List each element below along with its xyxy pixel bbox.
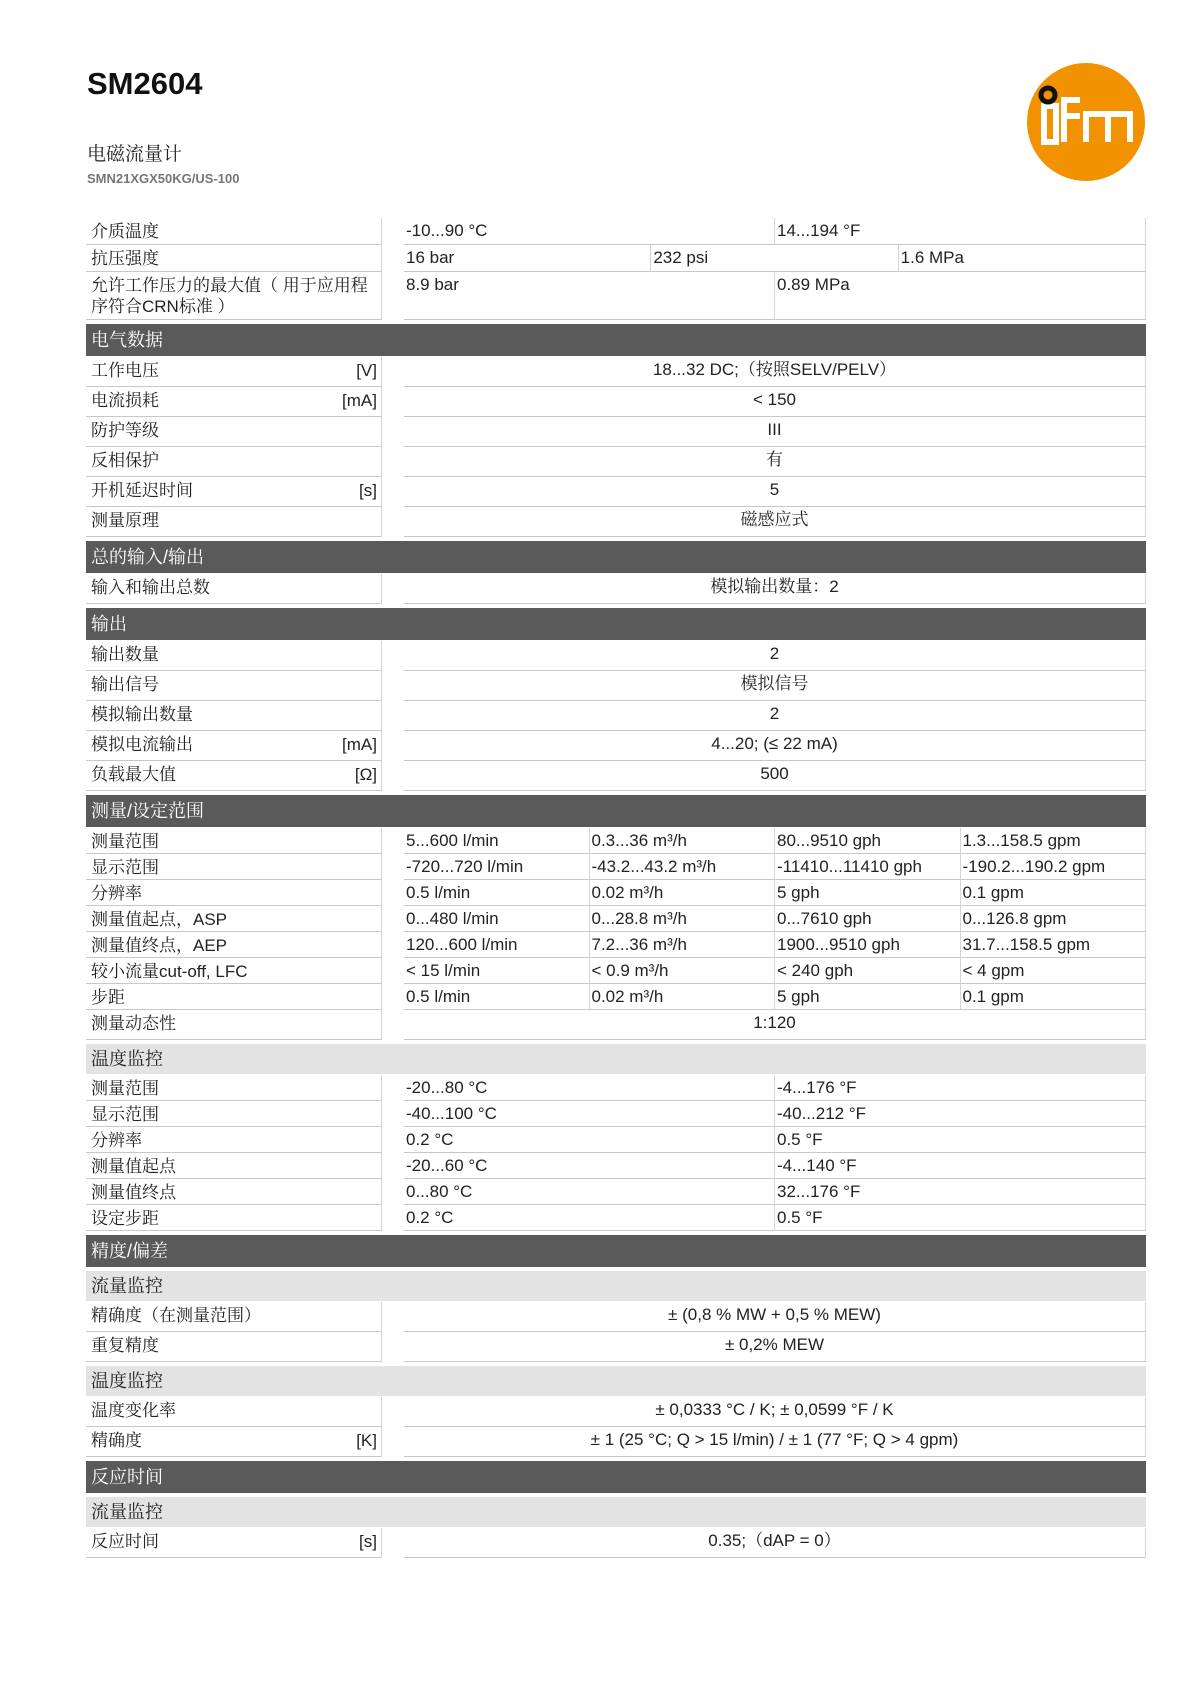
product-type: 电磁流量计 <box>87 144 183 165</box>
spec-row <box>86 477 1146 507</box>
spec-value: 232 psi <box>651 245 898 272</box>
spec-label-cell <box>86 1302 382 1332</box>
spec-unit: [mA] <box>342 391 377 410</box>
spec-label-cell <box>86 574 382 604</box>
spec-unit: [K] <box>356 1431 377 1450</box>
spec-label-cell <box>86 958 382 984</box>
spec-value: 0.2 °C <box>404 1127 775 1153</box>
spec-label-cell <box>86 272 382 320</box>
spec-label-cell <box>86 245 382 272</box>
spec-label: 精确度（在测量范围） <box>91 1306 261 1325</box>
spec-value: ± 1 (25 °C; Q > 15 l/min) / ± 1 (77 °F; Q > 4 gpm) <box>404 1427 1146 1457</box>
spec-values <box>404 932 1146 958</box>
spec-label: 测量值终点，AEP <box>91 936 228 955</box>
spec-unit: [s] <box>359 481 377 500</box>
spec-row <box>86 906 1146 932</box>
spec-row <box>86 731 1146 761</box>
spec-value: -11410...11410 gph <box>775 854 961 880</box>
spec-label: 输出信号 <box>91 675 159 694</box>
spec-label-cell <box>86 417 382 447</box>
spec-label: 输入和输出总数 <box>91 578 210 597</box>
spec-value: ± 0,0333 °C / K; ± 0,0599 °F / K <box>404 1397 1146 1427</box>
spec-row <box>86 447 1146 477</box>
spec-values <box>404 761 1146 791</box>
spec-values <box>404 417 1146 447</box>
spec-value: -720...720 l/min <box>404 854 590 880</box>
spec-value: < 240 gph <box>775 958 961 984</box>
spec-label-cell <box>86 1427 382 1457</box>
spec-row <box>86 671 1146 701</box>
spec-value: < 4 gpm <box>961 958 1147 984</box>
spec-label: 较小流量cut-off, LFC <box>91 962 248 981</box>
subsection-header: 温度监控 <box>86 1366 1146 1396</box>
spec-values <box>404 1101 1146 1127</box>
spec-unit: [s] <box>359 1532 377 1551</box>
spec-row <box>86 417 1146 447</box>
spec-label-cell <box>86 1101 382 1127</box>
spec-value: 32...176 °F <box>775 1179 1146 1205</box>
spec-value: -10...90 °C <box>404 218 775 245</box>
spec-label-cell <box>86 1127 382 1153</box>
spec-value: 0.35;（dAP = 0） <box>404 1528 1146 1558</box>
spec-values <box>404 1397 1146 1427</box>
spec-label-cell <box>86 984 382 1010</box>
spec-value: < 150 <box>404 387 1146 417</box>
spec-label: 设定步距 <box>91 1209 159 1228</box>
spec-label-cell <box>86 731 382 761</box>
spec-values <box>404 272 1146 320</box>
section-header: 测量/设定范围 <box>86 795 1146 827</box>
spec-value: 120...600 l/min <box>404 932 590 958</box>
spec-values <box>404 357 1146 387</box>
spec-value: 0.5 l/min <box>404 984 590 1010</box>
spec-label-cell <box>86 1179 382 1205</box>
spec-label: 显示范围 <box>91 1105 159 1124</box>
spec-unit: [mA] <box>342 735 377 754</box>
spec-value: 0...7610 gph <box>775 906 961 932</box>
spec-value: 0.02 m³/h <box>590 984 776 1010</box>
spec-label: 抗压强度 <box>91 249 159 268</box>
spec-label-cell <box>86 447 382 477</box>
spec-value: ± 0,2% MEW <box>404 1332 1146 1362</box>
spec-row <box>86 387 1146 417</box>
spec-row <box>86 1127 1146 1153</box>
spec-row <box>86 218 1146 245</box>
spec-row <box>86 761 1146 791</box>
spec-label-cell <box>86 880 382 906</box>
spec-values <box>404 1075 1146 1101</box>
spec-label: 分辨率 <box>91 1131 142 1150</box>
spec-values <box>404 906 1146 932</box>
spec-label: 测量原理 <box>91 511 159 530</box>
spec-value: 0.1 gpm <box>961 880 1147 906</box>
spec-label-cell <box>86 1010 382 1040</box>
spec-label: 分辨率 <box>91 884 142 903</box>
spec-values <box>404 1332 1146 1362</box>
spec-values <box>404 854 1146 880</box>
spec-label: 开机延迟时间 <box>91 481 193 500</box>
spec-row <box>86 880 1146 906</box>
spec-label: 测量值起点，ASP <box>91 910 228 929</box>
spec-label: 测量范围 <box>91 832 159 851</box>
spec-label: 模拟电流输出 <box>91 735 193 754</box>
spec-label-cell <box>86 906 382 932</box>
spec-label-cell <box>86 671 382 701</box>
spec-label: 测量值起点 <box>91 1157 176 1176</box>
spec-value: 0...126.8 gpm <box>961 906 1147 932</box>
spec-value: -40...212 °F <box>775 1101 1146 1127</box>
article-number: SMN21XGX50KG/US-100 <box>87 171 240 186</box>
spec-row <box>86 1332 1146 1362</box>
spec-row <box>86 1302 1146 1332</box>
spec-values <box>404 641 1146 671</box>
spec-row <box>86 854 1146 880</box>
spec-values <box>404 1427 1146 1457</box>
spec-value: -20...60 °C <box>404 1153 775 1179</box>
spec-values <box>404 1528 1146 1558</box>
spec-values <box>404 477 1146 507</box>
spec-row <box>86 507 1146 537</box>
spec-label-cell <box>86 854 382 880</box>
logo-dot <box>1041 88 1055 102</box>
spec-label-cell <box>86 641 382 671</box>
spec-value: 7.2...36 m³/h <box>590 932 776 958</box>
spec-label: 测量动态性 <box>91 1014 176 1033</box>
spec-value: 5 <box>404 477 1146 507</box>
product-code: SM2604 <box>87 66 203 101</box>
spec-value: 0...480 l/min <box>404 906 590 932</box>
spec-row <box>86 1397 1146 1427</box>
spec-values <box>404 701 1146 731</box>
spec-values <box>404 1302 1146 1332</box>
spec-value: 0.89 MPa <box>775 272 1146 320</box>
spec-label-cell <box>86 1332 382 1362</box>
spec-value: 2 <box>404 641 1146 671</box>
spec-values <box>404 984 1146 1010</box>
spec-label-cell <box>86 828 382 854</box>
spec-value: 18...32 DC;（按照SELV/PELV） <box>404 357 1146 387</box>
spec-value: 16 bar <box>404 245 651 272</box>
spec-table <box>86 218 1146 1558</box>
spec-values <box>404 387 1146 417</box>
spec-row <box>86 701 1146 731</box>
spec-value: 0.5 °F <box>775 1205 1146 1231</box>
section-header: 输出 <box>86 608 1146 640</box>
spec-row <box>86 1179 1146 1205</box>
spec-row <box>86 1101 1146 1127</box>
spec-values <box>404 1010 1146 1040</box>
spec-row <box>86 958 1146 984</box>
spec-values <box>404 828 1146 854</box>
spec-label-cell <box>86 477 382 507</box>
spec-value: 模拟信号 <box>404 671 1146 701</box>
spec-label: 测量范围 <box>91 1079 159 1098</box>
spec-label: 测量值终点 <box>91 1183 176 1202</box>
spec-value: -4...176 °F <box>775 1075 1146 1101</box>
spec-row <box>86 1528 1146 1558</box>
spec-value: 1900...9510 gph <box>775 932 961 958</box>
section-header: 总的输入/输出 <box>86 541 1146 573</box>
spec-value: < 15 l/min <box>404 958 590 984</box>
spec-value: -20...80 °C <box>404 1075 775 1101</box>
spec-label: 步距 <box>91 988 125 1007</box>
spec-value: 有 <box>404 447 1146 477</box>
spec-row <box>86 574 1146 604</box>
spec-row <box>86 1010 1146 1040</box>
spec-label: 反应时间 <box>91 1532 159 1551</box>
spec-value: 0.02 m³/h <box>590 880 776 906</box>
spec-label-cell <box>86 1153 382 1179</box>
spec-value: 0...28.8 m³/h <box>590 906 776 932</box>
spec-label-cell <box>86 218 382 245</box>
spec-row <box>86 245 1146 272</box>
spec-label-cell <box>86 1075 382 1101</box>
spec-row <box>86 357 1146 387</box>
spec-value: 80...9510 gph <box>775 828 961 854</box>
spec-values <box>404 218 1146 245</box>
spec-row <box>86 828 1146 854</box>
spec-unit: [Ω] <box>354 765 377 784</box>
spec-values <box>404 958 1146 984</box>
spec-label: 温度变化率 <box>91 1401 176 1420</box>
spec-values <box>404 880 1146 906</box>
spec-row <box>86 641 1146 671</box>
section-header: 反应时间 <box>86 1461 1146 1493</box>
spec-label-cell <box>86 701 382 731</box>
subsection-header: 流量监控 <box>86 1497 1146 1527</box>
spec-value: 31.7...158.5 gpm <box>961 932 1147 958</box>
spec-values <box>404 1179 1146 1205</box>
spec-value: 0.2 °C <box>404 1205 775 1231</box>
spec-value: 5 gph <box>775 880 961 906</box>
spec-value: < 0.9 m³/h <box>590 958 776 984</box>
spec-row <box>86 932 1146 958</box>
spec-value: 0.5 °F <box>775 1127 1146 1153</box>
spec-label-cell <box>86 1528 382 1558</box>
spec-value: 0...80 °C <box>404 1179 775 1205</box>
spec-value: 1.3...158.5 gpm <box>961 828 1147 854</box>
spec-label: 反相保护 <box>91 451 159 470</box>
spec-label: 介质温度 <box>91 222 159 241</box>
spec-value: 2 <box>404 701 1146 731</box>
spec-value: 14...194 °F <box>775 218 1146 245</box>
spec-values <box>404 1205 1146 1231</box>
spec-label: 精确度 <box>91 1431 142 1450</box>
spec-label-cell <box>86 1205 382 1231</box>
spec-label: 负载最大值 <box>91 765 176 784</box>
spec-label-cell <box>86 761 382 791</box>
spec-row <box>86 1153 1146 1179</box>
spec-value: -4...140 °F <box>775 1153 1146 1179</box>
spec-values <box>404 671 1146 701</box>
spec-value: 0.3...36 m³/h <box>590 828 776 854</box>
spec-label: 允许工作压力的最大值（ 用于应用程序符合CRN标准 ） <box>91 276 368 316</box>
spec-row <box>86 1427 1146 1457</box>
spec-value: -40...100 °C <box>404 1101 775 1127</box>
spec-label-cell <box>86 507 382 537</box>
spec-values <box>404 245 1146 272</box>
spec-value: 8.9 bar <box>404 272 775 320</box>
subsection-header: 温度监控 <box>86 1044 1146 1074</box>
spec-label: 防护等级 <box>91 421 159 440</box>
spec-label-cell <box>86 932 382 958</box>
spec-label: 工作电压 <box>91 361 159 380</box>
spec-row <box>86 272 1146 320</box>
spec-value: 模拟输出数量：2 <box>404 574 1146 604</box>
spec-label: 显示范围 <box>91 858 159 877</box>
spec-values <box>404 447 1146 477</box>
spec-value: 500 <box>404 761 1146 791</box>
spec-row <box>86 1075 1146 1101</box>
spec-label: 电流损耗 <box>91 391 159 410</box>
spec-label-cell <box>86 387 382 417</box>
spec-values <box>404 574 1146 604</box>
spec-value: ± (0,8 % MW + 0,5 % MEW) <box>404 1302 1146 1332</box>
spec-values <box>404 731 1146 761</box>
spec-value: 0.1 gpm <box>961 984 1147 1010</box>
spec-label: 输出数量 <box>91 645 159 664</box>
spec-values <box>404 1153 1146 1179</box>
section-header: 精度/偏差 <box>86 1235 1146 1267</box>
spec-value: 5...600 l/min <box>404 828 590 854</box>
subsection-header: 流量监控 <box>86 1271 1146 1301</box>
spec-label-cell <box>86 1397 382 1427</box>
spec-value: -43.2...43.2 m³/h <box>590 854 776 880</box>
spec-label: 重复精度 <box>91 1336 159 1355</box>
spec-unit: [V] <box>356 361 377 380</box>
spec-value: 1:120 <box>404 1010 1146 1040</box>
spec-label-cell <box>86 357 382 387</box>
spec-values <box>404 507 1146 537</box>
spec-values <box>404 1127 1146 1153</box>
spec-value: 磁感应式 <box>404 507 1146 537</box>
spec-row <box>86 984 1146 1010</box>
spec-label: 模拟输出数量 <box>91 705 193 724</box>
spec-value: 4...20; (≤ 22 mA) <box>404 731 1146 761</box>
spec-value: 0.5 l/min <box>404 880 590 906</box>
spec-row <box>86 1205 1146 1231</box>
spec-value: -190.2...190.2 gpm <box>961 854 1147 880</box>
spec-value: 1.6 MPa <box>899 245 1146 272</box>
ifm-logo <box>1026 62 1146 182</box>
section-header: 电气数据 <box>86 324 1146 356</box>
spec-value: 5 gph <box>775 984 961 1010</box>
spec-value: III <box>404 417 1146 447</box>
